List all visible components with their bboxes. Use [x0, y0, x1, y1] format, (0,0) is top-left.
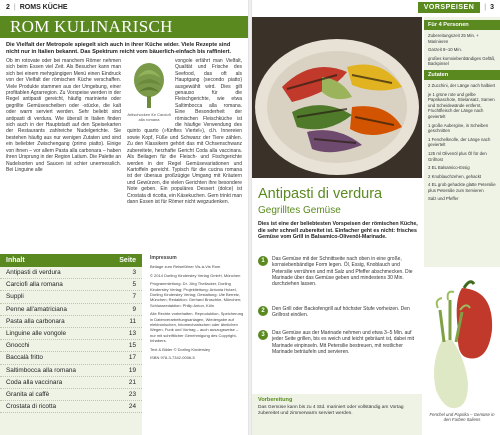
toc-entry-page: 21 — [128, 378, 136, 386]
recipe-step — [258, 330, 420, 355]
imprint — [150, 256, 244, 364]
artichoke-caption: Artischocken für Carciofi alla romana — [127, 112, 171, 123]
body-text-2: vongole erfährt man Vielfalt, Qualität und Frische des Seefood, das oft als Hauptgang (secondo piatto) ausgewählt wird. Dies gilt genauso für die Fleischgerichte, wie etwa Saltimbocca alla romana. Eine Besonderheit der römischen Fleischküche ist die häufige Verwendung des quinto quarto (»fünftes Viertel«), d.h. Innereien sowie Kopf, Füße und Schwanz der Tiere zählen. Zu den Klassikern gehört das mit Ochsenschwanz zubereitete, herzhafte Gericht Coda alla vaccinara. Als Beilagen für die Fleisch- und Fischgerichte werden in der Regel Gemüsevariationen und Kartoffeln gereicht. Typisch für die cucina romana ist der überaus großzügige Umgang mit Kräutern und Gewürzen, die vielen Gerichten ihre besondere Note geben. Ein populäres Dessert (dolce) ist Crostata di ricotta, ein Käsekuchen. Gern trinkt man dann Essen ist für Römer nicht wegzudenken. — [127, 58, 242, 205]
imprint-line: Text & Bilder © Dorling Kindersley — [150, 346, 211, 352]
ingredients-list — [428, 83, 496, 202]
right-page — [252, 0, 500, 435]
ingredient-item: 1 große Aubergine, in Scheiben geschnitten — [428, 122, 489, 134]
imprint-line: Alle Rechte vorbehalten. Reproduktion, Speicherung in Datenverarbeitungsanlagen, Wiedergabe auf elektronischen, fotomechanischen oder ähnlichen Wegen, Funk und Vortrag – auch auszugsweise – nur mit schriftlicher Genehmigung des Copyright-Inhabers. — [150, 311, 244, 344]
recipe-intro: Dies ist eine der beliebtesten Vorspeisen der römischen Küche, die sehr schnell zubereitet ist. Einfacher geht es nicht: frisches Gemüse vom Grill in Balsamico-Olivenöl-Marinade. — [258, 221, 418, 241]
toc-entry-name: Baccalà fritto — [6, 354, 43, 362]
imprint-line: © 2014 Dorling Kindersley Verlag GmbH, München — [150, 272, 241, 278]
toc-entry-name: Carciofi alla romana — [6, 281, 63, 289]
grilled-vegetables-photo — [252, 17, 422, 178]
toc-entry-name: Coda alla vaccinara — [6, 378, 63, 386]
toc-header-page: Seite — [119, 257, 136, 264]
toc-entry-page: 24 — [128, 403, 136, 411]
toc-row — [0, 389, 142, 401]
toc-entry-name: Linguine alle vongole — [6, 330, 67, 338]
recipe-meta-line: Garzeit 8–10 Min. — [428, 47, 462, 53]
ingredient-item: je 1 grüne rote und gelbe Paprikaschote, Stielansatz, Samen und Scheidewände entfernt, Fruchtfleisch der Länge nach geviertelt — [428, 91, 495, 119]
preparation-heading: Vorbereitung — [258, 397, 293, 403]
step-text: Den Grill oder Backofengrill auf höchster Stufe vorheizen. Den Grillrost einölen. — [272, 306, 410, 319]
imprint-line: Programmleitung: Dr. Jörg Theilacker, Dorling Kindersley Verlag; Projektleitung: Antonia Hutzel, Dorling Kindersley Verlag; Gestaltung: Ute Berretz, München; Redaktion: Gerhard Bruschke, München; Schlussredaktion: Philip Anton, Köln — [150, 281, 242, 308]
toc-entry-name: Granita al caffè — [6, 390, 50, 398]
recipe-step — [258, 256, 420, 287]
toc-row — [0, 401, 142, 413]
toc-rows — [0, 267, 142, 413]
toc-row — [0, 365, 142, 377]
toc-entry-page: 15 — [128, 342, 136, 350]
left-page — [0, 0, 248, 435]
vegetable-caption: Fenchel und Paprika – Gemüse in den Farben Italiens — [429, 412, 495, 423]
toc-entry-page: 7 — [132, 293, 136, 301]
recipe-title: Antipasti di verdura — [258, 186, 383, 202]
toc-entry-page: 5 — [132, 281, 136, 289]
body-column-2 — [127, 58, 242, 205]
recipe-meta — [428, 33, 496, 67]
ingredient-item: 125 ml Olivenöl plus Öl für den Grillrost — [428, 150, 487, 162]
toc-entry-page: 23 — [128, 390, 136, 398]
step-text: Das Gemüse aus der Marinade nehmen und etwa 3–5 Min. auf jeder Seite grillen, bis es weich und leicht gebräunt ist, dabei mit Marinade einpinseln. Mit Petersilie bestreuen, mit restlicher Marinade beträufeln und servieren. — [272, 330, 415, 355]
toc-entry-name: Gnocchi — [6, 342, 30, 350]
imprint-lines — [150, 264, 244, 360]
running-head-left: 2 | ROMS KÜCHE — [6, 3, 68, 11]
page-number-right: 3 — [490, 3, 494, 11]
toc-entry-page: 17 — [128, 354, 136, 362]
fennel-pepper-image — [422, 270, 500, 423]
preparation-box — [252, 394, 422, 435]
ingredient-item: 2 Zucchini, der Länge nach halbiert — [428, 82, 496, 88]
toc-row — [0, 377, 142, 389]
page-title: ROM KULINARISCH — [0, 16, 248, 38]
toc-header — [0, 254, 142, 267]
artichoke-figure — [127, 60, 171, 122]
toc-entry-page: 9 — [132, 305, 136, 313]
toc-entry-name: Suppli — [6, 293, 24, 301]
recipe-step — [258, 306, 420, 319]
running-head-right: VORSPEISEN | 3 — [252, 0, 500, 14]
toc-entry-name: Penne all'amatriciana — [6, 305, 67, 313]
recipe-subtitle: Gegrilltes Gemüse — [258, 205, 341, 216]
toc-entry-page: 19 — [128, 366, 136, 374]
grilled-vegetables-image — [252, 17, 422, 178]
recipe-info-box — [424, 17, 500, 267]
recipe-meta-line: großes kornsiebenbändiges Gefäß, Backpinsel — [428, 55, 496, 67]
toc-entry-page: 11 — [129, 317, 136, 325]
toc-row — [0, 291, 142, 303]
running-head-title-left: ROMS KÜCHE — [19, 3, 68, 11]
toc-entry-name: Saltimbocca alla romana — [6, 366, 76, 374]
recipe-meta-line: Zubereitungszeit 25 Min. + Marinieren — [428, 33, 479, 44]
toc-entry-name: Crostata di ricotta — [6, 403, 57, 411]
running-head-title-right: VORSPEISEN — [418, 2, 481, 13]
artichoke-image — [127, 60, 171, 110]
toc-row — [0, 328, 142, 340]
toc-entry-name: Pasta alla carbonara — [6, 317, 65, 325]
step-text: Das Gemüse mit der Schnittseite nach oben in eine große, kornsiebenbändige Form legen. Öl, Essig, Knoblauch und Petersilie verrühren und mit Salz und Pfeffer abschmecken. Die Marinade über das Gemüse geben und mindestens 30 Min. durchziehen lassen. — [272, 256, 413, 288]
toc-header-title: Inhalt — [6, 257, 25, 264]
toc-row — [0, 340, 142, 352]
ingredient-item: 4 EL grob gehackte glatte Petersilie plus Petersilie zum Servieren — [428, 182, 496, 193]
ingredient-item: 2 Knoblauchzehen, gehackt — [428, 173, 482, 179]
toc-row — [0, 352, 142, 364]
body-text-1: Ob im rotovate oder bei manchem Römer nehmen sich beim Essen viel Zeit. Als Besucher kann man sich bei einem mehrgängigen Menü einen Eindruck von der Vielfalt der römischen Küche verschaffen. Viele Produkte stammen aus der Umgebung, einer profitablen Agrarregion. Zu Vorspeise werden in der Regel antipasti gereicht, häufig marinierte oder gegrillte Gemüsescheiben oder -stücke, die kalt oder warm serviert werden. Sehr beliebt sind antipasti di verdura. Wie überall in Italien finden sich auch in der Hauptstadt auf den Speisekarten der Restaurants zahlreiche Nudelgerichte. Sie bestehen häufig aus nur wenigen Zutaten und sind ein beliebter Zwischengang (primo piatto). Einige von ihnen – vor allem Pasta alla carbonara – haben ihren Ursprung in der Region Latium. Die Palette an Nudelsorten und Saucen ist schier unermesslich. Bei Linguine alle — [6, 58, 121, 173]
toc-row — [0, 316, 142, 328]
step-number: 2 — [258, 306, 268, 316]
table-of-contents — [0, 254, 142, 435]
body-columns — [0, 58, 248, 205]
servings-heading: Für 4 Personen — [424, 20, 500, 30]
toc-row — [0, 267, 142, 279]
step-number: 3 — [258, 330, 268, 340]
toc-row — [0, 304, 142, 316]
ingredient-item: 3 EL Balsamico-Essig — [428, 165, 470, 171]
ingredient-item: 1 Fenchelknolle, der Länge nach geviertelt — [428, 136, 491, 148]
imprint-heading: Impressum — [150, 255, 177, 261]
preparation-text: Das Gemüse kann bis zu 4 Std. mariniert oder vollständig am Vortag zubereitet und zimmerwarm serviert werden. — [258, 405, 404, 416]
lead-paragraph: Die Vielfalt der Metropole spiegelt sich auch in ihrer Küche wider. Viele Rezepte sind nicht nur in Italien bekannt. Das Spektrum reicht vom bäuerlich-einfach bis raffiniert. — [6, 42, 232, 55]
imprint-line: Beilage zum Reiseführer Vis-à-Vis Rom — [150, 264, 221, 270]
step-number: 1 — [258, 256, 268, 266]
page-number-left: 2 — [6, 3, 10, 11]
body-column-1 — [6, 58, 121, 205]
toc-entry-name: Antipasti di verdura — [6, 269, 61, 277]
toc-entry-page: 13 — [128, 330, 136, 338]
imprint-line: ISBN 978-3-7342-0006-5 — [150, 355, 195, 361]
ingredient-item: Salz und Pfeffer — [428, 196, 459, 202]
toc-entry-page: 3 — [132, 269, 136, 277]
ingredients-heading: Zutaten — [424, 70, 500, 80]
toc-row — [0, 279, 142, 291]
